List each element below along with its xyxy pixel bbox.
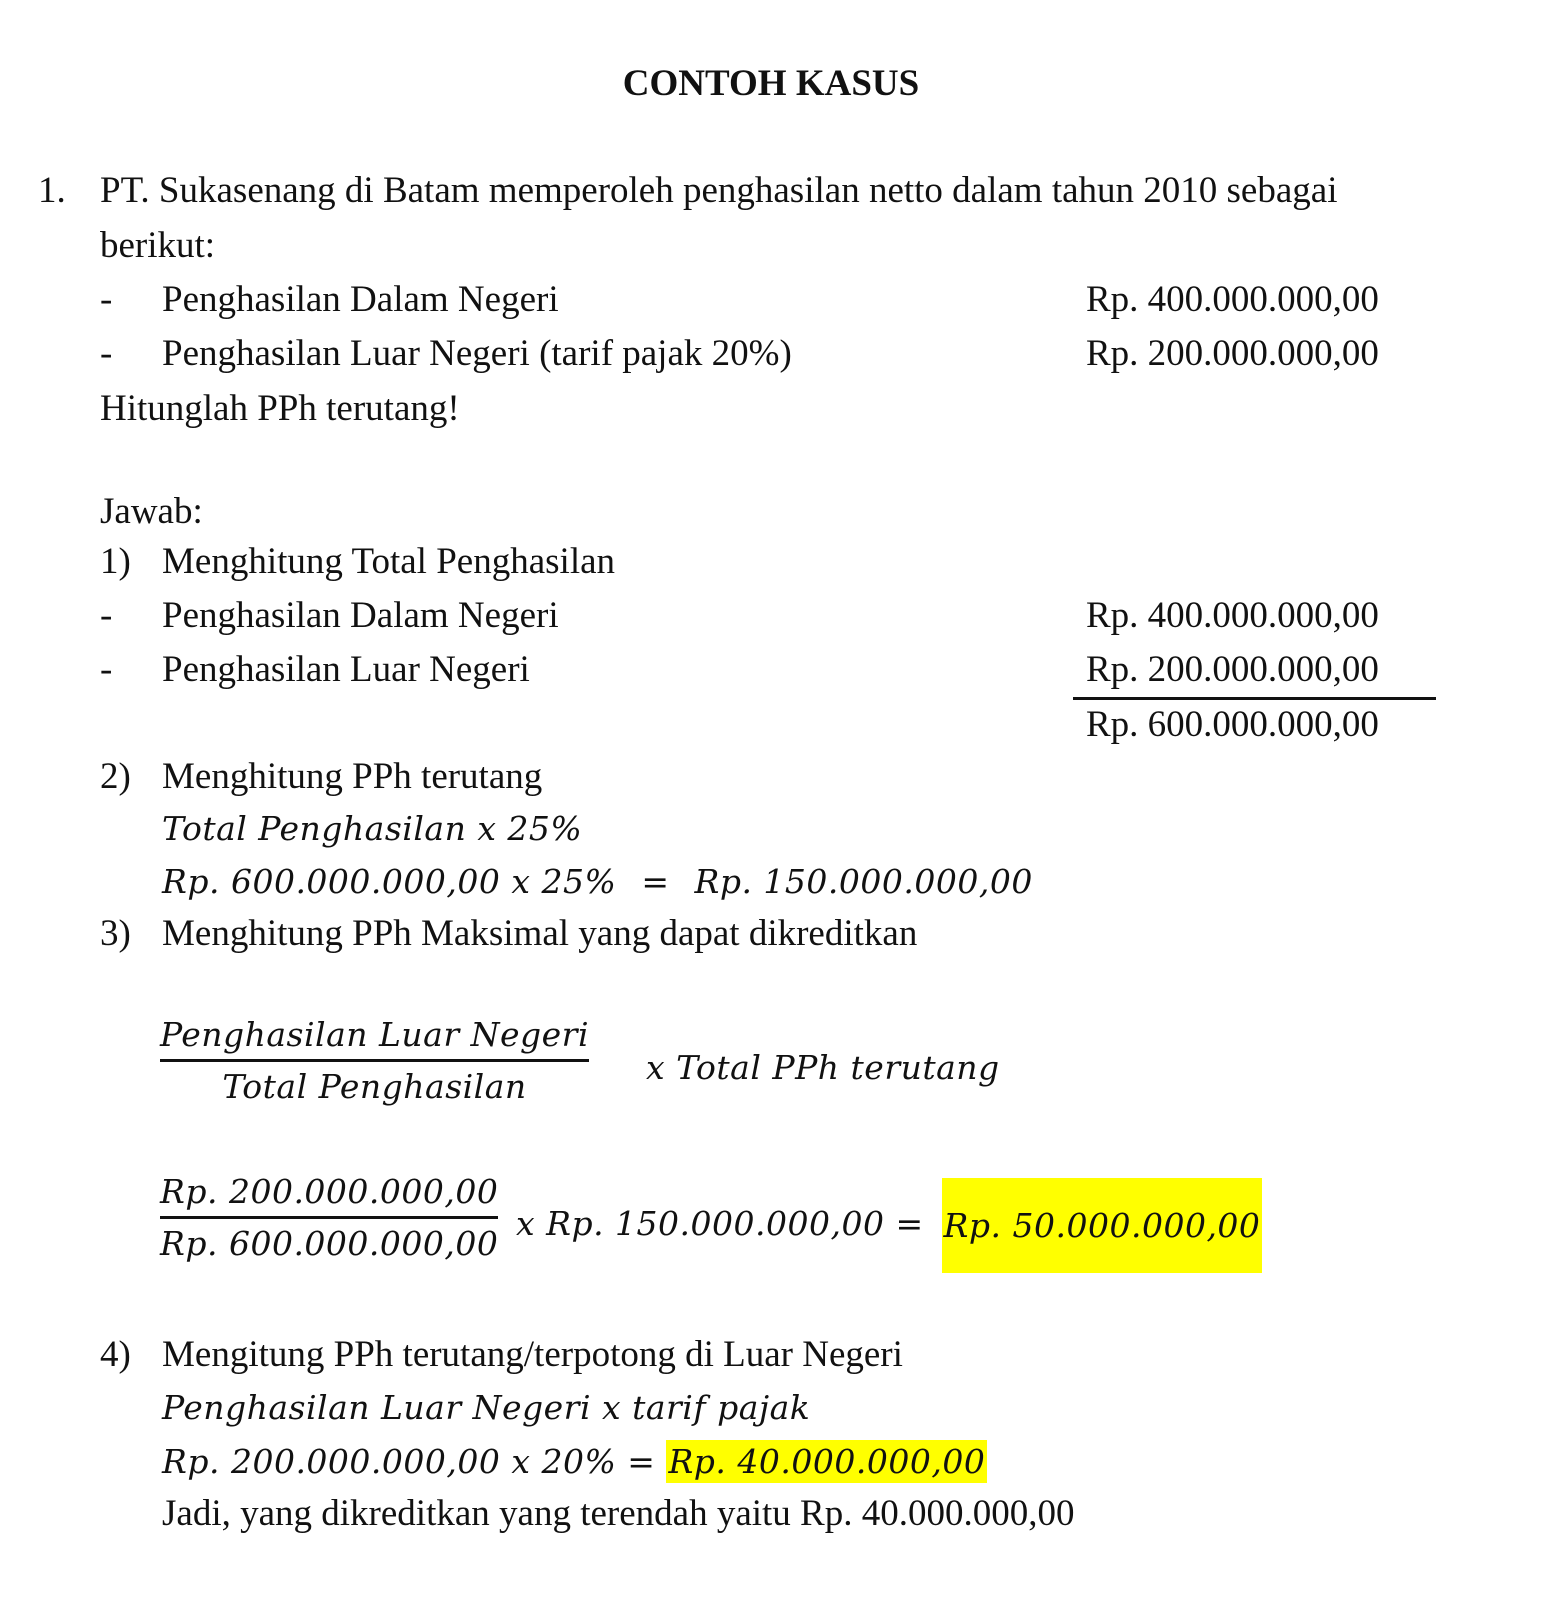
fraction-bar bbox=[160, 1059, 589, 1062]
problem-item-label: Penghasilan Dalam Negeri bbox=[162, 279, 559, 320]
step3-formula-fraction bbox=[160, 1015, 590, 1106]
step1-total: Rp. 600.000.000,00 bbox=[1086, 704, 1379, 745]
list-bullet: - bbox=[100, 333, 113, 374]
equals-sign: = bbox=[641, 862, 670, 901]
fraction-denominator: Total Penghasilan bbox=[222, 1067, 527, 1106]
fraction-numerator: Rp. 200.000.000,00 bbox=[160, 1172, 499, 1211]
step3-calc-fraction bbox=[160, 1172, 499, 1263]
step1-item-amount: Rp. 200.000.000,00 bbox=[1086, 649, 1379, 690]
step3-formula-tail: x Total PPh terutang bbox=[646, 1048, 1000, 1087]
step4-heading: Mengitung PPh terutang/terpotong di Luar Negeri bbox=[162, 1334, 903, 1375]
problem-statement-line2: berikut: bbox=[100, 225, 216, 266]
problem-item-label: Penghasilan Luar Negeri (tarif pajak 20%) bbox=[162, 333, 792, 374]
step1-number: 1) bbox=[100, 541, 131, 582]
step2-number: 2) bbox=[100, 756, 131, 797]
list-bullet: - bbox=[100, 649, 113, 690]
step3-heading: Menghitung PPh Maksimal yang dapat dikreditkan bbox=[162, 913, 918, 954]
step3-calc-tail: x Rp. 150.000.000,00 = bbox=[516, 1204, 924, 1243]
step2-heading: Menghitung PPh terutang bbox=[162, 756, 543, 797]
step1-item-label: Penghasilan Luar Negeri bbox=[162, 649, 530, 690]
step4-formula: Penghasilan Luar Negeri x tarif pajak bbox=[162, 1388, 811, 1427]
step4-conclusion: Jadi, yang dikreditkan yang terendah yaitu Rp. 40.000.000,00 bbox=[162, 1493, 1075, 1534]
page-title: CONTOH KASUS bbox=[622, 63, 920, 104]
step2-calculation bbox=[162, 862, 1033, 901]
step1-item-amount: Rp. 400.000.000,00 bbox=[1086, 595, 1379, 636]
problem-item-amount: Rp. 200.000.000,00 bbox=[1086, 333, 1379, 374]
step3-number: 3) bbox=[100, 913, 131, 954]
step4-number: 4) bbox=[100, 1334, 131, 1375]
step2-calc-result: Rp. 150.000.000,00 bbox=[694, 862, 1033, 901]
list-bullet: - bbox=[100, 595, 113, 636]
step1-heading: Menghitung Total Penghasilan bbox=[162, 541, 616, 582]
step2-calc-lhs: Rp. 600.000.000,00 x 25% bbox=[162, 862, 617, 901]
step1-item-label: Penghasilan Dalam Negeri bbox=[162, 595, 559, 636]
problem-statement-line1: PT. Sukasenang di Batam memperoleh penghasilan netto dalam tahun 2010 sebagai bbox=[100, 170, 1338, 211]
step2-formula: Total Penghasilan x 25% bbox=[162, 809, 583, 848]
step4-calc-lhs: Rp. 200.000.000,00 x 20% = bbox=[162, 1442, 656, 1481]
step4-calc-result: Rp. 40.000.000,00 bbox=[668, 1442, 986, 1481]
problem-question: Hitunglah PPh terutang! bbox=[100, 388, 460, 429]
step4-calculation bbox=[162, 1442, 987, 1481]
list-bullet: - bbox=[100, 279, 113, 320]
step3-calc-result-highlight bbox=[942, 1178, 1262, 1273]
step3-calc-result: Rp. 50.000.000,00 bbox=[943, 1206, 1261, 1245]
answer-label: Jawab: bbox=[100, 491, 203, 532]
sum-divider bbox=[1073, 697, 1436, 700]
problem-number: 1. bbox=[38, 170, 66, 211]
fraction-bar bbox=[160, 1216, 498, 1219]
fraction-numerator: Penghasilan Luar Negeri bbox=[160, 1015, 590, 1054]
fraction-denominator: Rp. 600.000.000,00 bbox=[160, 1224, 499, 1263]
problem-item-amount: Rp. 400.000.000,00 bbox=[1086, 279, 1379, 320]
